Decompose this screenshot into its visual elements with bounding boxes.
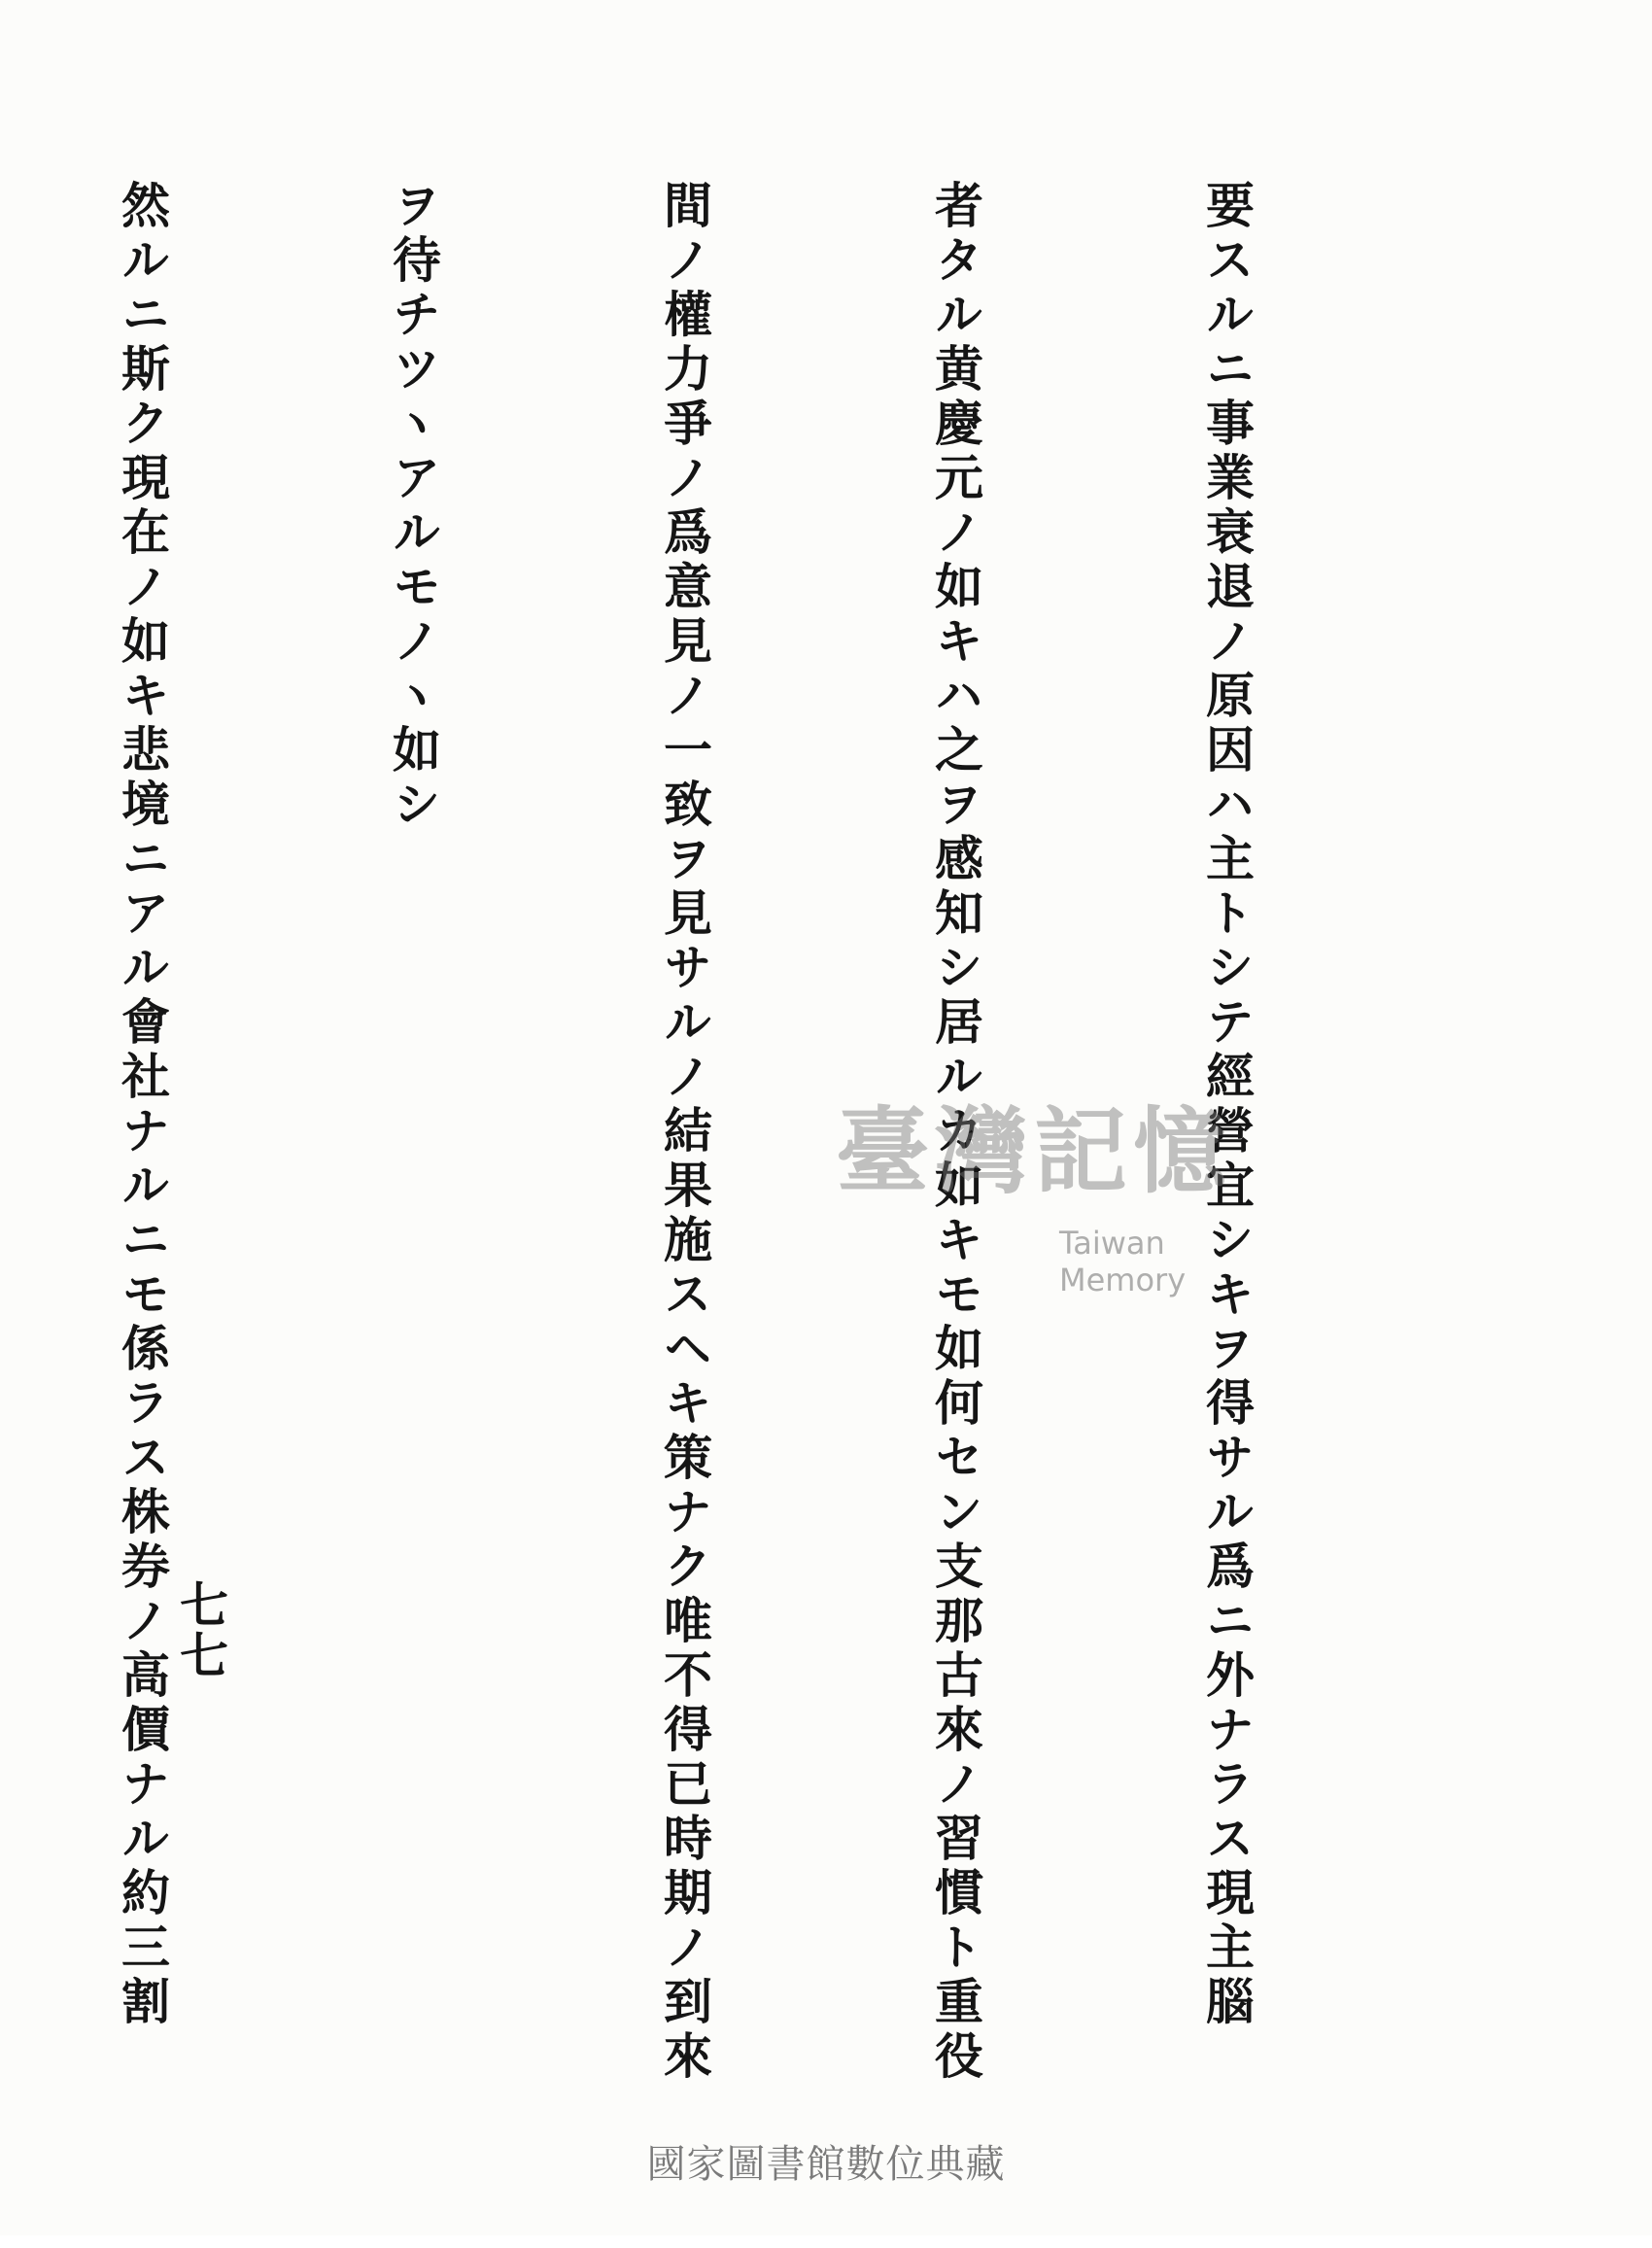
watermark-logo-text: 臺灣記憶 — [836, 1096, 1232, 1206]
footer-credit: 國家圖書館數位典藏 — [646, 2142, 1006, 2187]
text-column: ヲ待チツヽアルモノヽ如シ — [385, 180, 442, 833]
vertical-text-body — [114, 180, 1453, 2085]
text-column: 間ノ權力爭ノ爲意見ノ一致ヲ見サルノ結果施スヘキ策ナク唯不得已時期ノ到來 — [656, 180, 713, 2085]
watermark-subtitle: Taiwan Memory — [1059, 1225, 1187, 1298]
page-number: 七七 — [172, 1579, 229, 1680]
text-column: 要スルニ事業衰退ノ原因ハ主トシテ經營宜シキヲ得サル爲ニ外ナラス現主腦 — [1198, 180, 1256, 2030]
text-column: 然ルニ斯ク現在ノ如キ悲境ニアル會社ナルニモ係ラス株券ノ高價ナル約三割 — [114, 180, 171, 2030]
text-column: 者タル黄慶元ノ如キハ之ヲ感知シ居ルカ如キモ如何セン支那古來ノ習慣ト重役 — [927, 180, 984, 2085]
